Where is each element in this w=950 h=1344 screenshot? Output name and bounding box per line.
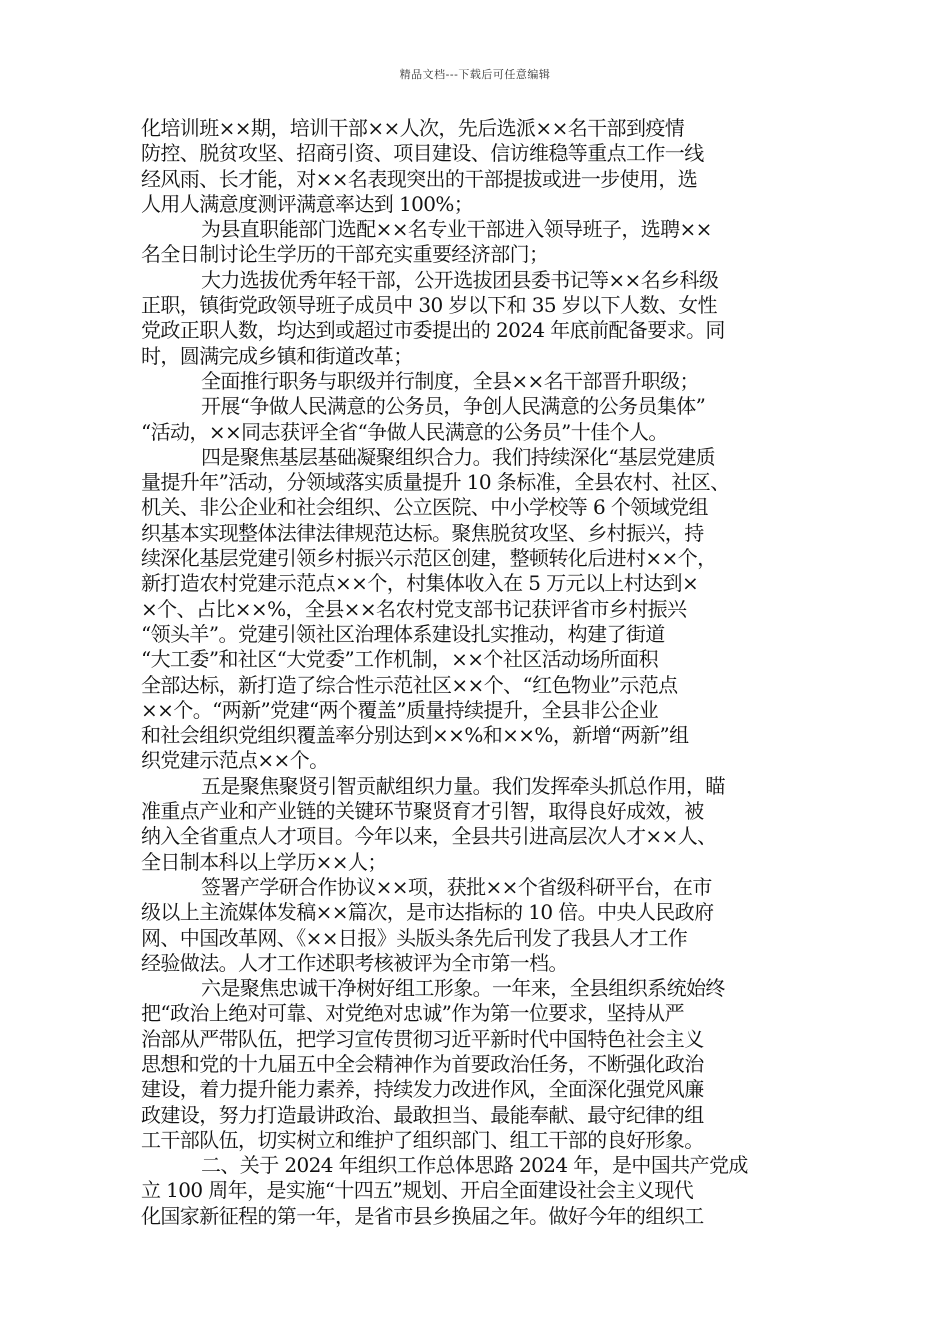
- text-line: “领头羊”。党建引领社区治理体系建设扎实推动，构建了街道: [141, 621, 665, 646]
- paragraph-first-line: 大力选拔优秀年轻干部，公开选拔团县委书记等××名乡科级: [201, 267, 719, 292]
- text-line: 政建设，努力打造最讲政治、最敢担当、最能奉献、最守纪律的组: [141, 1102, 704, 1127]
- text-line: 网、中国改革网、《××日报》头版头条先后刊发了我县人才工作: [141, 925, 688, 950]
- text-line: 和社会组织党组织覆盖率分别达到××%和××%，新增“两新”组: [141, 723, 689, 748]
- text-line: 量提升年”活动，分领域落实质量提升 10 条标准，全县农村、社区、: [141, 470, 730, 495]
- text-line: “活动，××同志获评全省“争做人民满意的公务员”十佳个人。: [141, 419, 668, 444]
- paragraph-first-line: 五是聚焦聚贤引智贡献组织力量。我们发挥牵头抓总作用，瞄: [201, 773, 725, 798]
- text-line: 正职，镇街党政领导班子成员中 30 岁以下和 35 岁以下人数、女性: [141, 293, 717, 318]
- text-line: 人用人满意度测评满意率达到 100%；: [141, 191, 474, 216]
- text-line: 把“政治上绝对可靠、对党绝对忠诚”作为第一位要求，坚持从严: [141, 1001, 685, 1026]
- text-line: 化培训班××期，培训干部××人次，先后选派××名干部到疫情: [141, 116, 685, 140]
- text-line: 经风雨、长才能，对××名表现突出的干部提拔或进一步使用，选: [141, 166, 698, 191]
- paragraph-first-line: 全面推行职务与职级并行制度，全县××名干部晋升职级；: [201, 368, 699, 393]
- text-line: ××个。“两新”党建“两个覆盖”质量持续提升，全县非公企业: [141, 697, 659, 722]
- paragraph-first-line: 签署产学研合作协议××项，获批××个省级科研平台，在市: [201, 874, 712, 899]
- text-line: 织基本实现整体法律法律规范达标。聚焦脱贫攻坚、乡村振兴，持: [141, 520, 704, 545]
- text-line: 治部从严带队伍，把学习宣传贯彻习近平新时代中国特色社会主义: [141, 1026, 704, 1051]
- paragraph-first-line: 四是聚焦基层基础凝聚组织合力。我们持续深化“基层党建质: [201, 444, 716, 469]
- text-line: ×个、占比××%，全县××名农村党支部书记获评省市乡村振兴: [141, 596, 687, 621]
- paragraph-first-line: 六是聚焦忠诚干净树好组工形象。一年来，全县组织系统始终: [201, 976, 725, 1001]
- text-line: 思想和党的十九届五中全会精神作为首要政治任务，不断强化政治: [141, 1051, 704, 1076]
- text-line: 准重点产业和产业链的关键环节聚贤育才引智，取得良好成效，被: [141, 799, 704, 824]
- paragraph-first-line: 二、关于 2024 年组织工作总体思路 2024 年，是中国共产党成: [201, 1153, 748, 1178]
- text-line: 时，圆满完成乡镇和街道改革；: [141, 343, 413, 368]
- text-line: 经验做法。人才工作述职考核被评为全市第一档。: [141, 950, 568, 975]
- text-line: 全部达标，新打造了综合性示范社区××个、“红色物业”示范点: [141, 672, 678, 697]
- text-line: 全日制本科以上学历××人；: [141, 849, 387, 874]
- paragraph-first-line: 开展“争做人民满意的公务员，争创人民满意的公务员集体”: [201, 394, 706, 419]
- text-line: 化国家新征程的第一年，是省市县乡换届之年。做好今年的组织工: [141, 1203, 704, 1228]
- text-line: 纳入全省重点人才项目。今年以来，全县共引进高层次人才××人、: [141, 824, 717, 849]
- text-line: 新打造农村党建示范点××个，村集体收入在 5 万元以上村达到×: [141, 571, 699, 596]
- text-line: 续深化基层党建引领乡村振兴示范区创建，整顿转化后进村××个，: [141, 546, 717, 571]
- paragraph-first-line: 为县直职能部门选配××名专业干部进入领导班子，选聘××: [201, 217, 712, 242]
- text-line: “大工委”和社区“大党委”工作机制，××个社区活动场所面积: [141, 647, 659, 672]
- text-line: 机关、非公企业和社会组织、公立医院、中小学校等 6 个领域党组: [141, 495, 708, 520]
- text-line: 立 100 周年，是实施“十四五”规划、开启全面建设社会主义现代: [141, 1178, 694, 1203]
- text-line: 名全日制讨论生学历的干部充实重要经济部门；: [141, 242, 549, 267]
- text-line: 级以上主流媒体发稿××篇次，是市达指标的 10 倍。中央人民政府: [141, 900, 714, 925]
- text-line: 建设，着力提升能力素养，持续发力改进作风，全面深化强党风廉: [141, 1077, 704, 1102]
- document-body: [141, 116, 811, 1229]
- text-line: 工干部队伍，切实树立和维护了组织部门、组工干部的良好形象。: [141, 1127, 704, 1152]
- text-line: 防控、脱贫攻坚、招商引资、项目建设、信访维稳等重点工作一线: [141, 141, 704, 166]
- page-header: 精品文档---下载后可任意编辑: [399, 68, 551, 81]
- text-line: 党政正职人数，均达到或超过市委提出的 2024 年底前配备要求。同: [141, 318, 725, 343]
- text-line: 织党建示范点××个。: [141, 748, 329, 773]
